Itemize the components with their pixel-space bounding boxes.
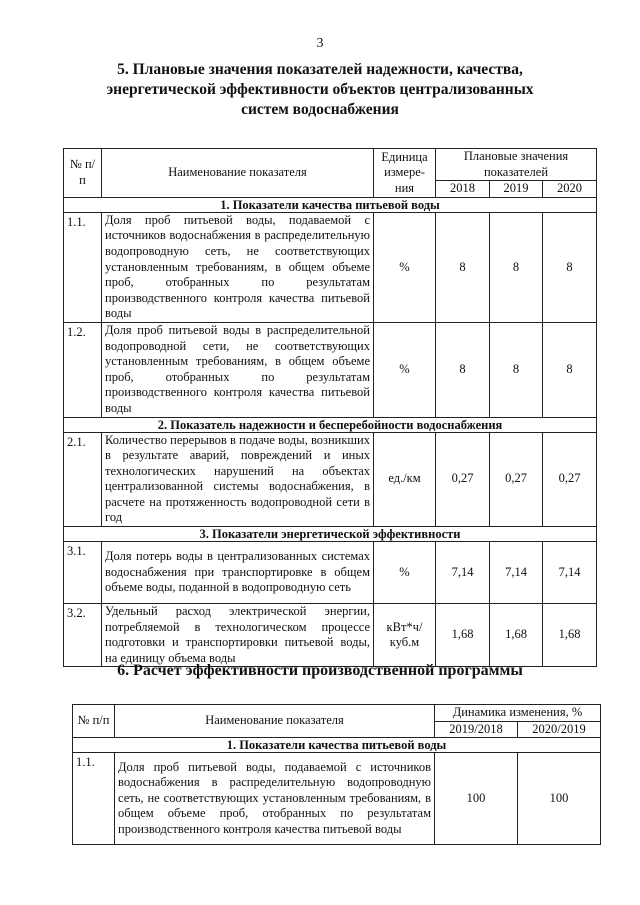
row-period-2: 100 bbox=[518, 753, 601, 845]
section-5-title bbox=[80, 60, 560, 120]
section-5-title-line: систем водоснабжения bbox=[241, 101, 399, 118]
row-num: 3.1. bbox=[64, 542, 102, 604]
header-num: № п/п bbox=[64, 149, 102, 198]
row-value-2019: 0,27 bbox=[490, 432, 543, 527]
group-row bbox=[73, 738, 601, 753]
row-value-2019: 1,68 bbox=[490, 604, 543, 667]
row-value-2020: 1,68 bbox=[543, 604, 597, 667]
row-value-2020: 0,27 bbox=[543, 432, 597, 527]
row-unit: ед./км bbox=[374, 432, 436, 527]
row-name: Удельный расход электрической энергии, потребляемой в технологическом процессе подготовки и транспортировки питьевой воды, на единицу объема воды bbox=[102, 604, 374, 667]
row-num: 1.1. bbox=[73, 753, 115, 845]
table-row bbox=[64, 212, 597, 322]
group-row bbox=[64, 417, 597, 432]
header-num: № п/п bbox=[73, 705, 115, 738]
row-period-1: 100 bbox=[435, 753, 518, 845]
row-value-2020: 7,14 bbox=[543, 542, 597, 604]
table-row bbox=[64, 604, 597, 667]
row-value-2018: 0,27 bbox=[436, 432, 490, 527]
table-row bbox=[64, 322, 597, 417]
group-title: 2. Показатель надежности и бесперебойности водоснабжения bbox=[64, 417, 597, 432]
header-dynamics: Динамика изменения, % bbox=[435, 705, 601, 722]
header-unit: Единица измере-ния bbox=[374, 149, 436, 198]
efficiency-table bbox=[72, 704, 601, 845]
group-title: 1. Показатели качества питьевой воды bbox=[64, 197, 597, 212]
section-5-title-line: энергетической эффективности объектов централизованных bbox=[106, 81, 534, 98]
row-num: 1.2. bbox=[64, 322, 102, 417]
row-name: Доля проб питьевой воды, подаваемой с источников водоснабжения в распределительную водопроводную сеть, не соответствующих установленным требованиям, в общем объеме проб, отобранных по результатам производственного контроля качества питьевой воды bbox=[115, 753, 435, 845]
row-value-2020: 8 bbox=[543, 322, 597, 417]
table-header-row bbox=[64, 149, 597, 181]
row-value-2018: 8 bbox=[436, 212, 490, 322]
header-period: 2019/2018 bbox=[435, 721, 518, 738]
row-num: 2.1. bbox=[64, 432, 102, 527]
row-value-2019: 8 bbox=[490, 322, 543, 417]
page-number: 3 bbox=[316, 36, 324, 51]
row-unit: % bbox=[374, 322, 436, 417]
header-name: Наименование показателя bbox=[115, 705, 435, 738]
row-value-2020: 8 bbox=[543, 212, 597, 322]
row-value-2018: 1,68 bbox=[436, 604, 490, 667]
header-year: 2018 bbox=[436, 181, 490, 198]
row-name: Количество перерывов в подаче воды, возникших в результате аварий, повреждений и иных технологических нарушений на объектах централизованной системы водоснабжения, в расчете на протяженность водопроводной сети в год bbox=[102, 432, 374, 527]
group-row bbox=[64, 527, 597, 542]
group-title: 3. Показатели энергетической эффективности bbox=[64, 527, 597, 542]
header-planned: Плановые значения показателей bbox=[436, 149, 597, 181]
row-unit: % bbox=[374, 542, 436, 604]
header-year: 2019 bbox=[490, 181, 543, 198]
row-name: Доля потерь воды в централизованных системах водоснабжения при транспортировке в общем объеме воды, поданной в водопроводную сеть bbox=[102, 542, 374, 604]
planned-values-table bbox=[63, 148, 597, 667]
header-period: 2020/2019 bbox=[518, 721, 601, 738]
row-value-2018: 8 bbox=[436, 322, 490, 417]
header-name: Наименование показателя bbox=[102, 149, 374, 198]
row-num: 3.2. bbox=[64, 604, 102, 667]
section-5-title-line: 5. Плановые значения показателей надежности, качества, bbox=[117, 61, 523, 78]
table-row bbox=[64, 542, 597, 604]
row-unit: % bbox=[374, 212, 436, 322]
row-value-2019: 8 bbox=[490, 212, 543, 322]
row-name: Доля проб питьевой воды, подаваемой с источников водоснабжения в распределительную водопроводную сеть, не соответствующих установленным требованиям, в общем объеме проб, отобранных по результатам производственного контроля качества питьевой воды bbox=[102, 212, 374, 322]
row-value-2019: 7,14 bbox=[490, 542, 543, 604]
table-row bbox=[64, 432, 597, 527]
header-year: 2020 bbox=[543, 181, 597, 198]
group-title: 1. Показатели качества питьевой воды bbox=[73, 738, 601, 753]
row-unit: кВт*ч/ куб.м bbox=[374, 604, 436, 667]
row-name: Доля проб питьевой воды в распределительной водопроводной сети, не соответствующих установленным требованиям, в общем объеме проб, отобранных по результатам производственного контроля качества питьевой воды bbox=[102, 322, 374, 417]
group-row bbox=[64, 197, 597, 212]
table-header-row bbox=[73, 705, 601, 722]
row-num: 1.1. bbox=[64, 212, 102, 322]
row-value-2018: 7,14 bbox=[436, 542, 490, 604]
section-6-title: 6. Расчет эффективности производственной программы bbox=[117, 662, 523, 679]
table-row bbox=[73, 753, 601, 845]
